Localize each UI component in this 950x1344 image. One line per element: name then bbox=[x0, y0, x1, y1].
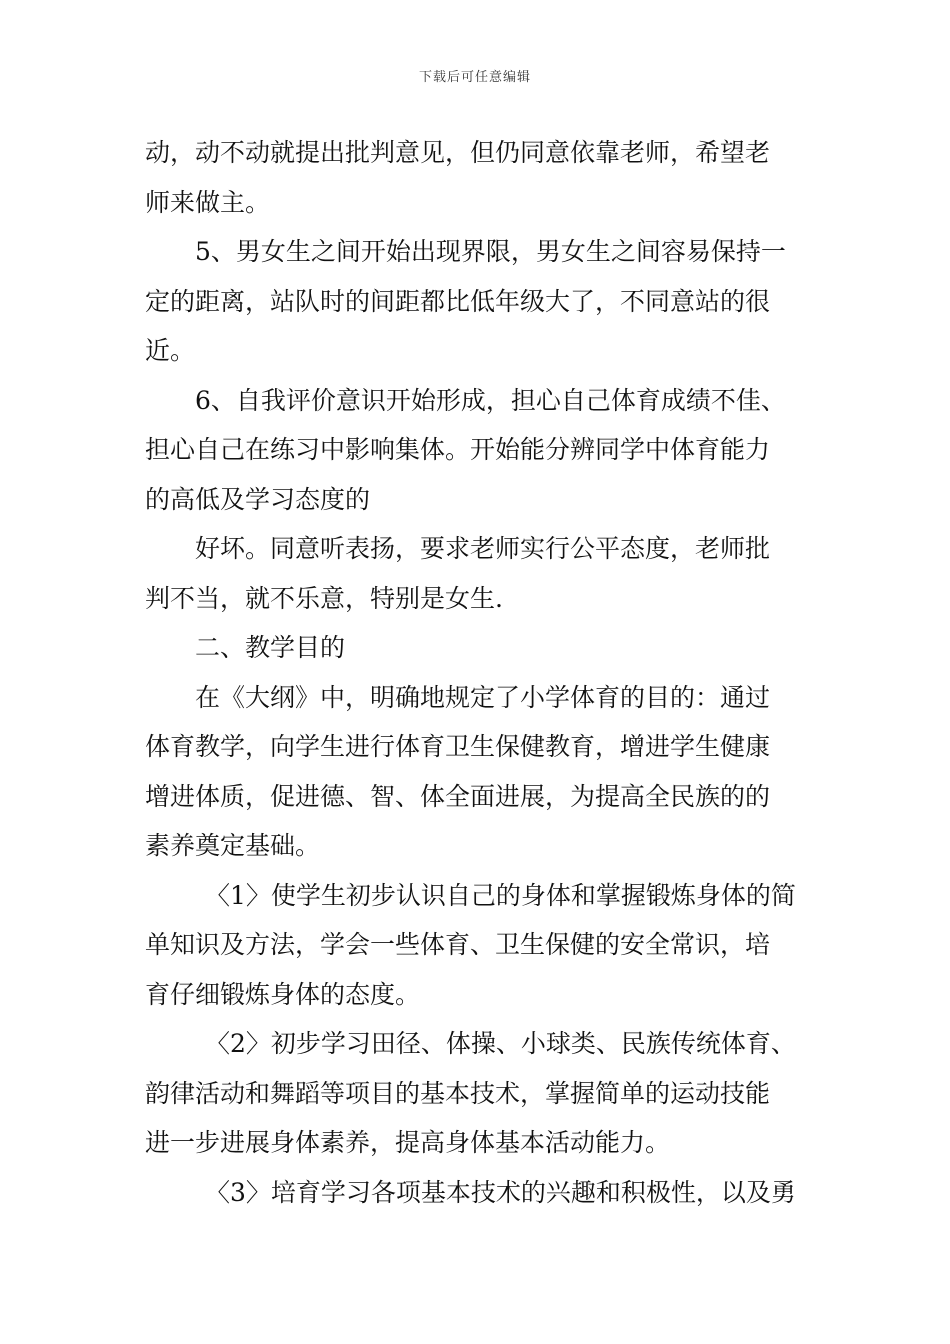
text-line: 判不当，就不乐意，特别是女生. bbox=[145, 583, 503, 613]
text-line: 师来做主。 bbox=[145, 187, 271, 217]
text-line: 〈3〉培育学习各项基本技术的兴趣和积极性，以及勇 bbox=[205, 1177, 796, 1207]
text-line: 定的距离，站队时的间距都比低年级大了，不同意站的很 bbox=[145, 286, 771, 316]
text-line: 好坏。同意听表扬，要求老师实行公平态度，老师批 bbox=[195, 534, 771, 563]
document-body bbox=[145, 128, 810, 1217]
text-line: 在《大纲》中，明确地规定了小学体育的目的：通过 bbox=[195, 682, 771, 712]
text-line: 5、男女生之间开始出现界限，男女生之间容易保持一 bbox=[195, 237, 786, 266]
text-line: 担心自己在练习中影响集体。开始能分辨同学中体育能力 bbox=[145, 435, 771, 464]
text-line: 增进体质，促进德、智、体全面进展，为提高全民族的的 bbox=[145, 781, 771, 811]
page-header: 下载后可任意编辑 bbox=[418, 70, 531, 85]
text-line: 近。 bbox=[145, 336, 196, 365]
text-line: 育仔细锻炼身体的态度。 bbox=[145, 979, 421, 1009]
text-line: 的高低及学习态度的 bbox=[145, 484, 371, 514]
text-line: 〈2〉初步学习田径、体操、小球类、民族传统体育、 bbox=[205, 1029, 796, 1058]
text-line: 韵律活动和舞蹈等项目的基本技术，掌握简单的运动技能 bbox=[145, 1078, 771, 1108]
text-line: 6、自我评价意识开始形成，担心自己体育成绩不佳、 bbox=[195, 385, 786, 415]
text-line: 体育教学，向学生进行体育卫生保健教育，增进学生健康 bbox=[145, 732, 771, 761]
text-line: 〈1〉使学生初步认识自己的身体和掌握锻炼身体的简 bbox=[205, 880, 796, 910]
text-line: 进一步进展身体素养，提高身体基本活动能力。 bbox=[145, 1128, 671, 1157]
text-line: 动，动不动就提出批判意见，但仍同意依靠老师，希望老 bbox=[145, 138, 771, 167]
text-line: 素养奠定基础。 bbox=[145, 831, 321, 860]
section-heading: 二、教学目的 bbox=[195, 633, 346, 662]
text-line: 单知识及方法，学会一些体育、卫生保健的安全常识，培 bbox=[145, 930, 771, 959]
